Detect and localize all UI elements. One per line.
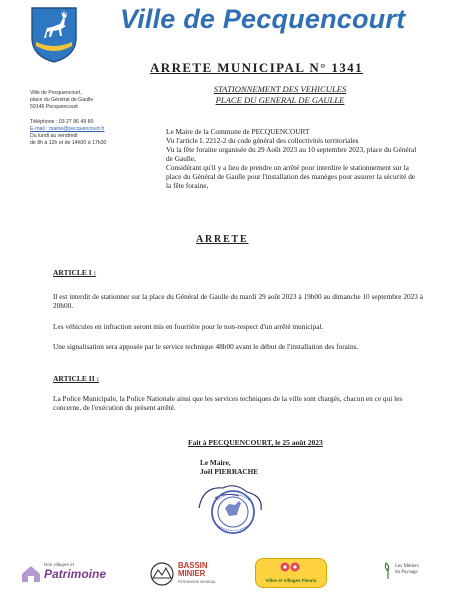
signer-block (200, 458, 258, 476)
patrimoine-big-text: Patrimoine (44, 566, 107, 581)
article-1-para-1: Il est interdit de stationner sur la place du Général de Gaulle du mardi 29 août 2023 à 19h00 au dimanche 10 septembre 2023 à 20h00. (53, 292, 423, 310)
main-heading: ARRETE (196, 234, 249, 245)
address-line-1: Ville de Pecquencourt, (30, 90, 82, 96)
article-1-title-block (53, 268, 423, 277)
bassin-line-1: BASSIN (178, 561, 208, 570)
mairie-stamp-icon (195, 478, 267, 536)
patrimoine-small-text: Nos villages et (44, 562, 74, 567)
article-1-para-2: Les véhicules en infraction seront mis en fourrière pour le non-respect d'un arrêté municipal. (53, 322, 324, 331)
address-phone: Téléphone : 03 27 86 49 80 (30, 118, 94, 125)
villes-fleuries-logo (255, 558, 327, 588)
subject-line-2: PLACE DU GENERAL DE GAULLE (215, 95, 345, 105)
metiers-line-2: du Paysage (395, 570, 418, 575)
preamble (160, 127, 422, 190)
arrete-subject (180, 84, 380, 106)
preamble-line-1: Le Maire de la Commune de PECQUENCOURT (166, 127, 310, 136)
metiers-line-1: Les Métiers (395, 564, 419, 569)
signoff-line: Fait à PECQUENCOURT, le 25 août 2023 (188, 438, 323, 447)
address-line-3: 59146 Pecquencourt (30, 104, 78, 111)
address-email-link[interactable]: E-mail : mairie@pecquencourt.fr (30, 125, 105, 132)
article-1-para-3: Une signalisation sera apposée par le service technique 48h00 avant le début de l'installation des forains. (53, 342, 359, 351)
city-hall-address (30, 90, 140, 147)
article-1-title: ARTICLE I : (53, 268, 97, 277)
arrete-number: ARRETE MUNICIPAL N° 1341 (150, 60, 363, 75)
signer-name: Joël PIERRACHE (200, 467, 259, 476)
leaf-icon (383, 562, 393, 580)
preamble-line-2: Vu l'article L 2212-2 du code général des collectivités territoriales (166, 136, 359, 145)
bassin-text (178, 562, 207, 578)
patrimoine-logo (20, 562, 116, 581)
bassin-subtext: PATRIMOINE MONDIAL (178, 580, 217, 584)
metiers-text (395, 564, 419, 576)
bassin-line-2: MINIER (178, 569, 206, 578)
bassin-minier-icon (150, 562, 174, 586)
article-2-title-block (53, 374, 423, 383)
flower-icon (277, 561, 307, 575)
article-2-para-1: La Police Municipale, la Police Nationale ainsi que les services techniques de la ville sont chargés, chacun en ce qui les concerne, de l'exécution du présent arrêté. (53, 394, 403, 412)
villes-text: Villes et Villages Fleuris (265, 578, 317, 583)
city-title: Ville de Pecquencourt (120, 4, 406, 34)
patrimoine-house-icon (20, 562, 42, 584)
preamble-line-4: Considérant qu'il y a lieu de prendre un arrêté pour interdire le stationnement sur la place du Général de Gaulle pour l'installation des manèges pour assurer la sécurité de la fête foraine, (166, 163, 416, 190)
address-line-2: place du Général de Gaulle (30, 97, 94, 104)
address-hours-1: Du lundi au vendredi (30, 133, 78, 140)
signer-role: Le Maire, (200, 458, 231, 467)
city-crest-icon (30, 6, 78, 64)
article-2-title: ARTICLE II : (53, 374, 99, 383)
address-hours-2: de 8h à 12h et de 14h00 à 17h30 (30, 140, 107, 147)
preamble-line-3: Vu la fête foraine organisée du 29 Août 2023 au 10 septembre 2023, place du Général de Gaulle, (166, 145, 417, 163)
footer-logos (0, 556, 450, 596)
subject-line-1: STATIONNEMENT DES VEHICULES (213, 84, 347, 94)
